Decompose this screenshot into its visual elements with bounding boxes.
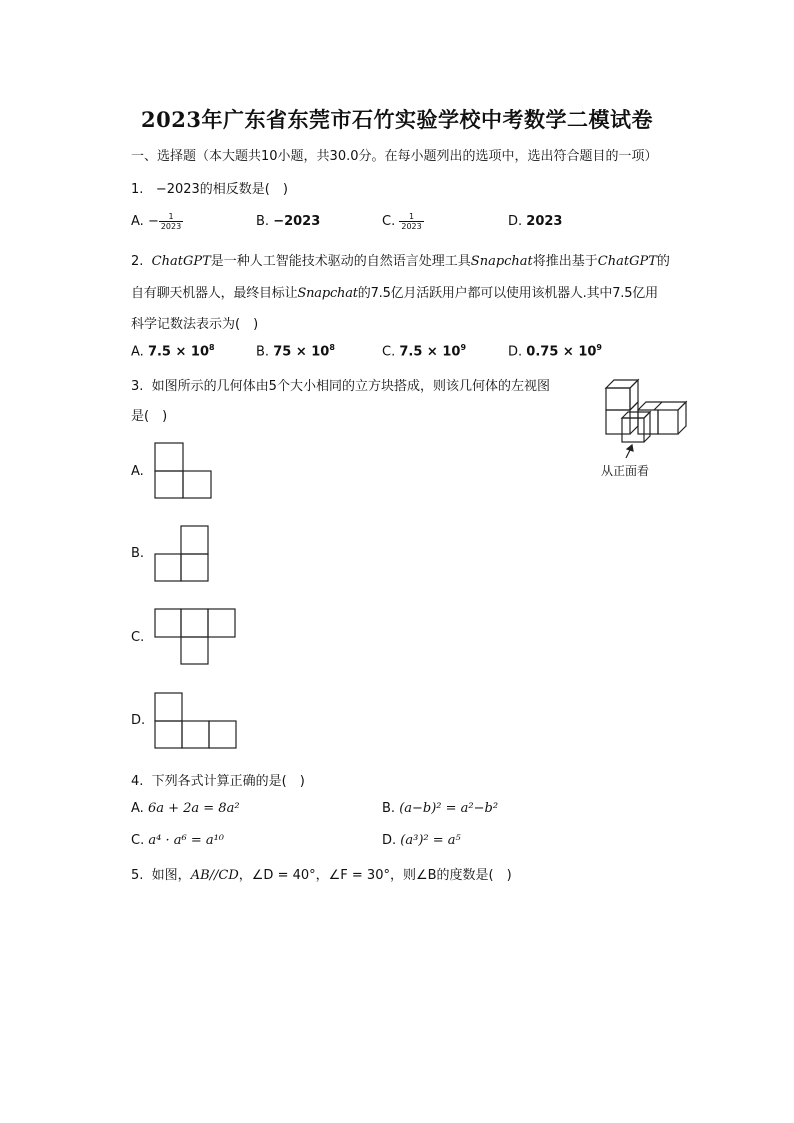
option-value: 7.5 × 10 bbox=[399, 344, 461, 360]
minus-sign: − bbox=[147, 214, 159, 229]
view-square bbox=[209, 721, 236, 748]
question-text: ，∠D = 40°，∠F = 30°，则∠B的度数是( ) bbox=[238, 868, 512, 883]
view-square bbox=[208, 609, 235, 637]
option-label: A. bbox=[131, 801, 144, 816]
q1-option-d bbox=[508, 214, 562, 229]
q4-option-b bbox=[382, 801, 498, 816]
text: 的 bbox=[656, 254, 670, 269]
arrow-head bbox=[627, 445, 633, 451]
math-term: AB//CD bbox=[190, 868, 239, 883]
q2-option-d bbox=[508, 343, 602, 359]
math-term: Snapchat bbox=[297, 286, 358, 301]
math-term: ChatGPT bbox=[151, 254, 211, 269]
cube-side-face bbox=[678, 402, 686, 434]
question-3-line-2: 是( ) bbox=[131, 409, 168, 424]
question-text: 下列各式计算正确的是( ) bbox=[151, 774, 305, 789]
option-value: 2023 bbox=[526, 214, 563, 229]
figure-caption: 从正面看 bbox=[601, 464, 650, 478]
view-square bbox=[155, 693, 182, 721]
q1-option-b bbox=[256, 214, 320, 229]
q4-option-a bbox=[131, 801, 240, 816]
q3-option-a-view bbox=[154, 442, 212, 499]
q3-option-a-label: A. bbox=[131, 464, 144, 479]
numerator: 1 bbox=[159, 212, 183, 222]
page-title: 2023年广东省东莞市石竹实验学校中考数学二模试卷 bbox=[141, 107, 653, 132]
q2-option-c bbox=[382, 343, 466, 359]
q2-option-a bbox=[131, 343, 215, 359]
question-2-line-1 bbox=[131, 250, 670, 269]
exponent: 9 bbox=[596, 343, 602, 352]
q3-option-d-view bbox=[154, 692, 237, 749]
question-2-line-3: 科学记数法表示为( ) bbox=[131, 317, 259, 332]
view-square bbox=[182, 721, 209, 748]
option-value: 75 × 10 bbox=[273, 344, 330, 360]
cube-side-face bbox=[644, 412, 650, 442]
question-number: 1. bbox=[131, 182, 144, 197]
exponent: 8 bbox=[209, 343, 215, 352]
cube-front-face bbox=[622, 418, 644, 442]
q3-option-c-view bbox=[154, 608, 236, 665]
text: 自有聊天机器人，最终目标让 bbox=[131, 286, 298, 301]
question-1 bbox=[131, 178, 288, 197]
option-label: B. bbox=[256, 344, 270, 360]
view-square bbox=[181, 637, 208, 664]
question-5 bbox=[131, 864, 512, 883]
option-label: C. bbox=[382, 344, 396, 360]
option-label: A. bbox=[131, 214, 144, 229]
view-square bbox=[181, 526, 208, 554]
solid-figure bbox=[600, 374, 696, 464]
exponent: 9 bbox=[460, 343, 467, 352]
fraction bbox=[159, 212, 183, 231]
cube-top-face bbox=[622, 412, 650, 418]
denominator: 2023 bbox=[401, 222, 422, 231]
text: 是一种人工智能技术驱动的自然语言处理工具 bbox=[210, 254, 471, 269]
text: 将推出基于 bbox=[532, 254, 598, 269]
question-text: 如图所示的几何体由5个大小相同的立方块搭成，则该几何体的左视图 bbox=[151, 379, 550, 394]
view-square bbox=[183, 471, 211, 498]
section-heading: 一、选择题（本大题共10小题，共30.0分。在每小题列出的选项中，选出符合题目的一项） bbox=[131, 149, 658, 164]
view-square bbox=[155, 554, 181, 581]
option-value: 0.75 × 10 bbox=[526, 344, 597, 360]
view-square bbox=[181, 609, 208, 637]
q1-option-c bbox=[382, 212, 424, 231]
q4-option-c bbox=[131, 833, 224, 848]
denominator: 2023 bbox=[160, 222, 182, 231]
option-value: −2023 bbox=[273, 214, 321, 229]
option-expression: 6a + 2a = 8a² bbox=[147, 801, 240, 816]
q2-option-b bbox=[256, 343, 335, 359]
question-number: 3. bbox=[131, 379, 144, 394]
view-square bbox=[155, 609, 181, 637]
question-text: −2023的相反数是( ) bbox=[155, 182, 288, 197]
math-term: Snapchat bbox=[470, 254, 533, 269]
q3-option-c-label: C. bbox=[131, 630, 145, 645]
fraction bbox=[399, 212, 423, 231]
cube-front-face bbox=[606, 388, 630, 410]
question-number: 5. bbox=[131, 868, 144, 883]
math-term: ChatGPT bbox=[597, 254, 657, 269]
question-3-line-1 bbox=[131, 375, 550, 394]
option-label: A. bbox=[131, 344, 144, 360]
option-label: B. bbox=[382, 801, 396, 816]
option-expression: (a−b)² = a²−b² bbox=[399, 801, 499, 816]
numerator: 1 bbox=[399, 212, 423, 222]
option-value: 7.5 × 10 bbox=[147, 344, 210, 360]
question-4 bbox=[131, 770, 305, 789]
question-2-line-2 bbox=[131, 282, 658, 301]
option-label: C. bbox=[131, 833, 145, 848]
question-text: 如图， bbox=[151, 868, 191, 883]
view-square bbox=[155, 443, 183, 471]
exponent: 8 bbox=[329, 343, 335, 352]
option-label: D. bbox=[382, 833, 397, 848]
option-expression: a⁴ · a⁶ = a¹⁰ bbox=[148, 833, 225, 848]
option-label: D. bbox=[508, 214, 523, 229]
question-number: 2. bbox=[131, 254, 144, 269]
q4-option-d bbox=[382, 833, 461, 848]
view-square bbox=[155, 471, 183, 498]
view-square bbox=[181, 554, 208, 581]
option-label: B. bbox=[256, 214, 270, 229]
q3-option-d-label: D. bbox=[131, 713, 146, 728]
text: 的7.5亿月活跃用户都可以使用该机器人.其中7.5亿用 bbox=[357, 286, 658, 301]
option-expression: (a³)² = a⁵ bbox=[400, 833, 461, 848]
q3-option-b-view bbox=[154, 525, 210, 582]
option-label: C. bbox=[382, 214, 396, 229]
q3-option-b-label: B. bbox=[131, 546, 145, 561]
question-number: 4. bbox=[131, 774, 144, 789]
cube-front-face bbox=[658, 410, 678, 434]
q1-option-a bbox=[131, 212, 183, 231]
view-square bbox=[155, 721, 182, 748]
option-label: D. bbox=[508, 344, 523, 360]
